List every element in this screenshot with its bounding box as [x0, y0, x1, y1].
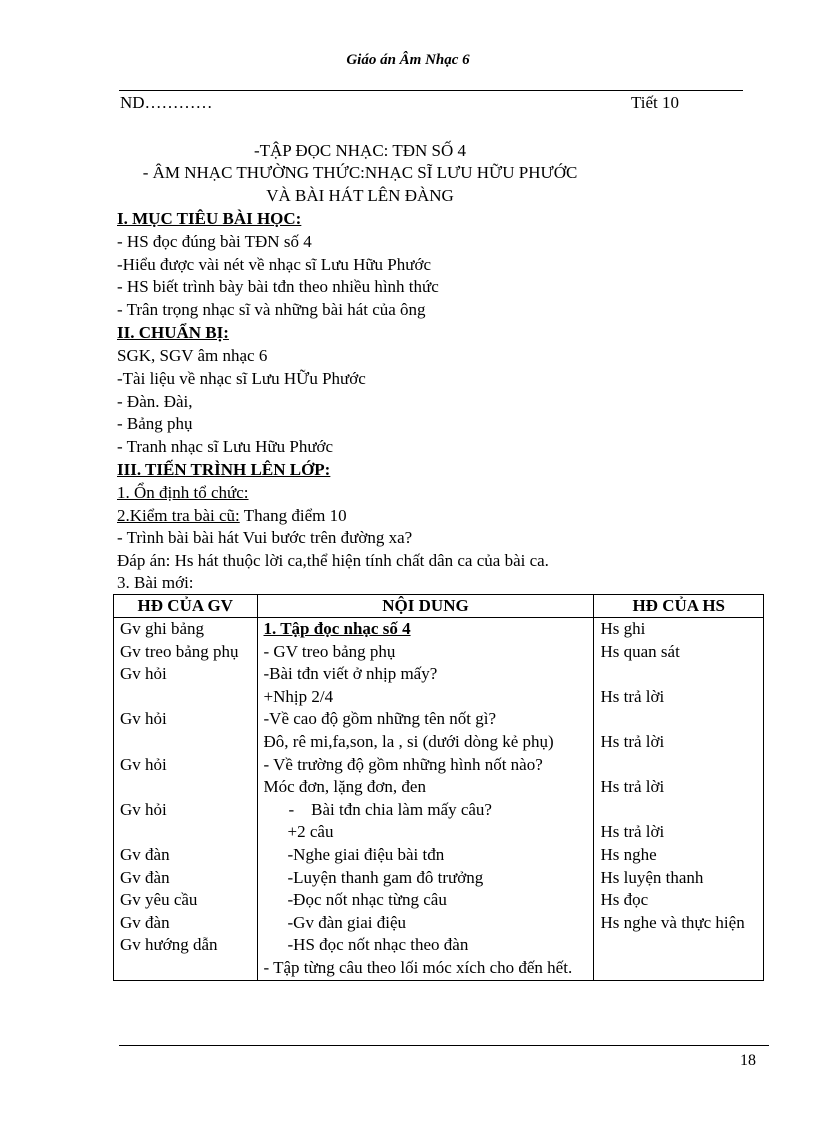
header-content: NỘI DUNG: [257, 595, 594, 618]
step1-heading: 1. Ổn định tổ chức:: [117, 483, 249, 502]
student-activity-cell: [594, 618, 764, 981]
student-line: [600, 663, 757, 686]
content-line: +Nhịp 2/4: [263, 686, 334, 706]
student-line: [600, 754, 757, 777]
content-line: -Bài tđn viết ở nhịp mấy?: [263, 664, 438, 684]
content-line: -Gv đàn giai điệu: [287, 912, 407, 932]
content-line: - GV treo bảng phụ: [263, 641, 396, 661]
teacher-line: Gv đàn: [120, 867, 170, 887]
content-line: - Tập từng câu theo lối móc xích cho đến hết.: [263, 957, 573, 977]
content-line: -Về cao độ gồm những tên nốt gì?: [263, 709, 497, 729]
objective-item: - HS biết trình bày bài tđn theo nhiều hình thức: [117, 277, 439, 296]
content-line: Móc đơn, lặng đơn, đen: [263, 777, 426, 797]
title-line-1: -TẬP ĐỌC NHẠC: TĐN SỐ 4: [253, 141, 467, 160]
content-cell: [257, 618, 594, 981]
student-line: [600, 799, 757, 822]
table-row: [114, 618, 764, 981]
review-answer: Đáp án: Hs hát thuộc lời ca,thể hiện tính chất dân ca của bài ca.: [117, 551, 549, 570]
header-rule: [119, 90, 743, 91]
table-header-row: [114, 595, 764, 618]
page-number: 18: [740, 1052, 756, 1069]
student-line: Hs trả lời: [600, 777, 665, 797]
step2-heading: 2.Kiểm tra bài cũ:: [117, 506, 240, 525]
teacher-line: [120, 731, 251, 754]
teacher-line: Gv hỏi: [120, 754, 167, 774]
title-line-3: VÀ BÀI HÁT LÊN ĐÀNG: [266, 186, 454, 205]
nd-label: ND…………: [120, 93, 213, 112]
content-heading: 1. Tập đọc nhạc số 4: [263, 619, 411, 638]
teacher-activity-cell: [114, 618, 258, 981]
teacher-line: [120, 686, 251, 709]
header-student: HĐ CỦA HS: [594, 595, 764, 618]
teacher-line: [120, 776, 251, 799]
section1-heading: I. MỤC TIÊU BÀI HỌC:: [117, 209, 302, 228]
student-line: Hs luyện thanh: [600, 867, 704, 887]
section3-heading: III. TIẾN TRÌNH LÊN LỚP:: [117, 460, 331, 479]
content-line: Đô, rê mi,fa,son, la , si (dưới dòng kẻ phụ): [263, 731, 554, 751]
prep-item: - Tranh nhạc sĩ Lưu Hữu Phước: [117, 437, 334, 456]
teacher-line: Gv đàn: [120, 912, 170, 932]
teacher-line: Gv yêu cầu: [120, 890, 198, 910]
objective-item: - HS đọc đúng bài TĐN số 4: [117, 232, 312, 251]
student-line: [600, 708, 757, 731]
teacher-line: Gv hướng dẫn: [120, 935, 218, 955]
teacher-line: Gv ghi bảng: [120, 619, 205, 638]
content-line: -Luyện thanh gam đô trưởng: [287, 867, 484, 887]
section2-heading: II. CHUẨN BỊ:: [117, 323, 229, 342]
student-line: Hs trả lời: [600, 731, 665, 751]
header-teacher: HĐ CỦA GV: [114, 595, 258, 618]
teacher-line: Gv treo bảng phụ: [120, 641, 239, 661]
prep-item: - Đàn. Đài,: [117, 392, 193, 411]
objective-item: - Trân trọng nhạc sĩ và những bài hát của ông: [117, 300, 426, 319]
content-line: +2 câu: [287, 822, 334, 842]
student-line: Hs đọc: [600, 890, 649, 910]
step3-heading: 3. Bài mới:: [117, 573, 194, 592]
content-line: - Về trường độ gồm những hình nốt nào?: [263, 754, 543, 774]
content-line: -Đọc nốt nhạc từng câu: [287, 890, 447, 910]
lesson-number: Tiết 10: [631, 93, 680, 112]
prep-item: -Tài liệu về nhạc sĩ Lưu HỮu Phước: [117, 369, 366, 388]
student-line: Hs nghe: [600, 844, 657, 864]
teacher-line: Gv hỏi: [120, 709, 167, 729]
objective-item: -Hiểu được vài nét về nhạc sĩ Lưu Hữu Phước: [117, 255, 432, 274]
prep-item: - Bảng phụ: [117, 414, 193, 433]
step2-text: Thang điểm 10: [239, 506, 347, 525]
review-question: - Trình bài bài hát Vui bước trên đường xa?: [117, 528, 413, 547]
student-line: Hs trả lời: [600, 822, 665, 842]
teacher-line: Gv đàn: [120, 844, 170, 864]
teacher-line: Gv hỏi: [120, 799, 167, 819]
content-line: - Bài tđn chia làm mấy câu?: [288, 799, 492, 819]
activity-table: [113, 594, 764, 981]
title-line-2: - ÂM NHẠC THƯỜNG THỨC:NHẠC SĨ LƯU HỮU PHƯỚC: [142, 163, 578, 182]
content-line: -HS đọc nốt nhạc theo đàn: [287, 935, 469, 955]
header-title: Giáo án Âm Nhạc 6: [346, 52, 470, 68]
student-line: Hs nghe và thực hiện: [600, 912, 745, 932]
step2-line: [117, 506, 347, 526]
footer-rule: [119, 1045, 769, 1046]
student-line: Hs quan sát: [600, 641, 680, 661]
student-line: Hs trả lời: [600, 686, 665, 706]
student-line: Hs ghi: [600, 619, 646, 638]
prep-item: SGK, SGV âm nhạc 6: [117, 346, 268, 365]
teacher-line: [120, 821, 251, 844]
content-line: -Nghe giai điệu bài tđn: [287, 844, 445, 864]
teacher-line: Gv hỏi: [120, 664, 167, 684]
